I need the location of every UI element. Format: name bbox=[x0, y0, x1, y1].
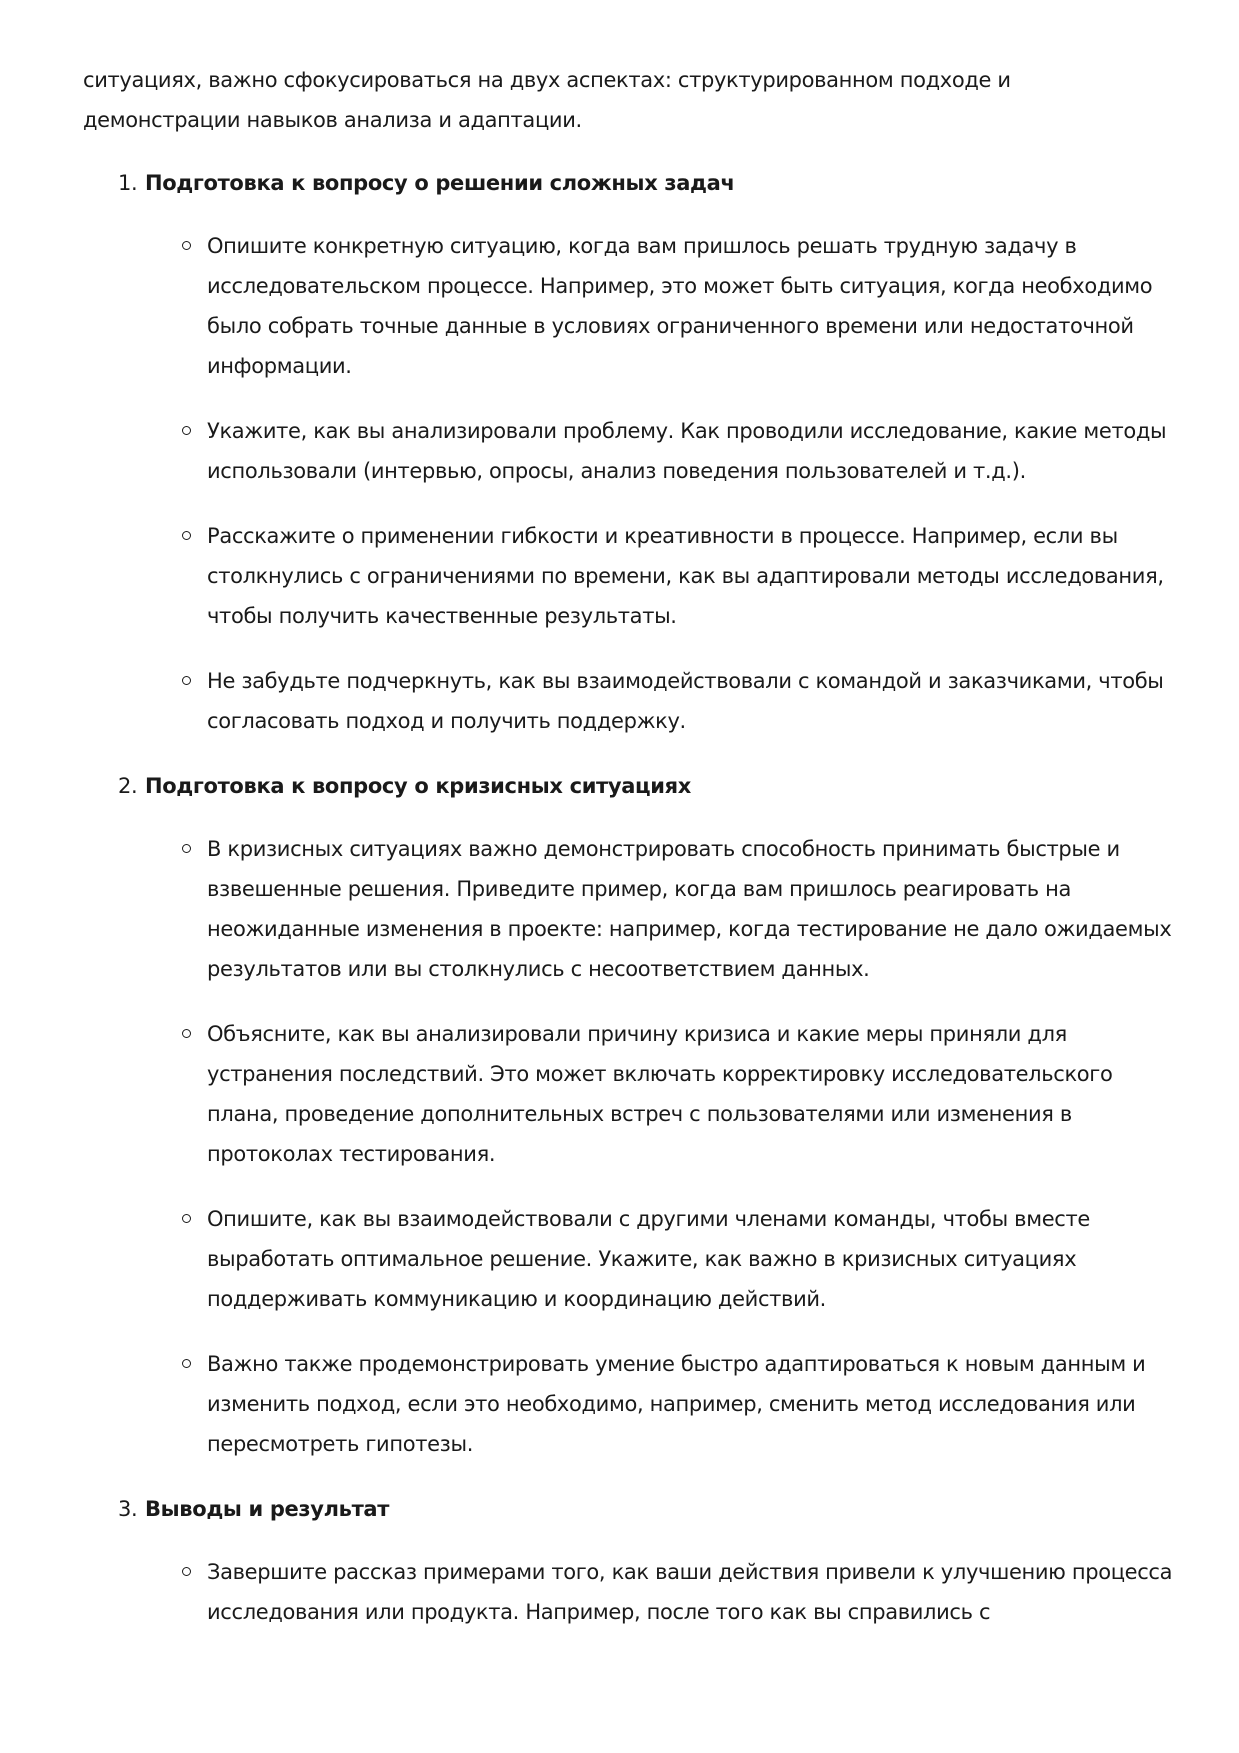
document-page bbox=[83, 60, 1173, 1655]
list-item-text: Объясните, как вы анализировали причину кризиса и какие меры приняли для устранения последствий. Это может включать корректировку исследовательского плана, проведение дополнительных встреч с пользователями или изменения в протоколах тестирования. bbox=[207, 1022, 1113, 1166]
bullet-list bbox=[83, 829, 1173, 1464]
list-item-text: В кризисных ситуациях важно демонстрировать способность принимать быстрые и взвешенные решения. Приведите пример, когда вам пришлось реагировать на неожиданные изменения в проекте: например, когда тестирование не дало ожидаемых результатов или вы столкнулись с несоответствием данных. bbox=[207, 837, 1172, 981]
list-item bbox=[83, 1344, 1173, 1464]
list-item-text: Важно также продемонстрировать умение быстро адаптироваться к новым данным и изменить подход, если это необходимо, например, сменить метод исследования или пересмотреть гипотезы. bbox=[207, 1352, 1146, 1456]
section-heading bbox=[83, 1489, 1173, 1529]
section-1 bbox=[83, 163, 1173, 741]
list-item-text: Укажите, как вы анализировали проблему. Как проводили исследование, какие методы использовали (интервью, опросы, анализ поведения пользователей и т.д.). bbox=[207, 419, 1167, 483]
list-item-text: Не забудьте подчеркнуть, как вы взаимодействовали с командой и заказчиками, чтобы согласовать подход и получить поддержку. bbox=[207, 669, 1164, 733]
bullet-list bbox=[83, 1552, 1173, 1632]
section-number: 2. bbox=[118, 774, 138, 798]
circle-bullet-icon bbox=[182, 1567, 191, 1576]
section-heading bbox=[83, 163, 1173, 203]
section-title: Выводы и результат bbox=[145, 1497, 390, 1521]
circle-bullet-icon bbox=[182, 676, 191, 685]
intro-paragraph: ситуациях, важно сфокусироваться на двух аспектах: структурированном подходе и демонстрации навыков анализа и адаптации. bbox=[83, 68, 1011, 132]
list-item bbox=[83, 411, 1173, 491]
list-item bbox=[83, 829, 1173, 989]
section-number: 1. bbox=[118, 171, 138, 195]
list-item bbox=[83, 1199, 1173, 1319]
section-2 bbox=[83, 766, 1173, 1464]
bullet-list bbox=[83, 226, 1173, 741]
list-item-text: Расскажите о применении гибкости и креативности в процессе. Например, если вы столкнулись с ограничениями по времени, как вы адаптировали методы исследования, чтобы получить качественные результаты. bbox=[207, 524, 1164, 628]
circle-bullet-icon bbox=[182, 844, 191, 853]
list-item bbox=[83, 661, 1173, 741]
list-item-text: Опишите, как вы взаимодействовали с другими членами команды, чтобы вместе выработать оптимальное решение. Укажите, как важно в кризисных ситуациях поддерживать коммуникацию и координацию действий. bbox=[207, 1207, 1090, 1311]
list-item-text: Опишите конкретную ситуацию, когда вам пришлось решать трудную задачу в исследовательском процессе. Например, это может быть ситуация, когда необходимо было собрать точные данные в условиях ограниченного времени или недостаточной информации. bbox=[207, 234, 1153, 378]
list-item bbox=[83, 1552, 1173, 1632]
list-item bbox=[83, 1014, 1173, 1174]
list-item bbox=[83, 516, 1173, 636]
circle-bullet-icon bbox=[182, 1359, 191, 1368]
circle-bullet-icon bbox=[182, 531, 191, 540]
section-title: Подготовка к вопросу о кризисных ситуациях bbox=[145, 774, 691, 798]
circle-bullet-icon bbox=[182, 1029, 191, 1038]
list-item-text: Завершите рассказ примерами того, как ваши действия привели к улучшению процесса исследования или продукта. Например, после того как вы справились с bbox=[207, 1560, 1173, 1624]
circle-bullet-icon bbox=[182, 1214, 191, 1223]
section-number: 3. bbox=[118, 1497, 138, 1521]
circle-bullet-icon bbox=[182, 241, 191, 250]
circle-bullet-icon bbox=[182, 426, 191, 435]
section-title: Подготовка к вопросу о решении сложных задач bbox=[145, 171, 735, 195]
section-3 bbox=[83, 1489, 1173, 1632]
list-item bbox=[83, 226, 1173, 386]
section-heading bbox=[83, 766, 1173, 806]
